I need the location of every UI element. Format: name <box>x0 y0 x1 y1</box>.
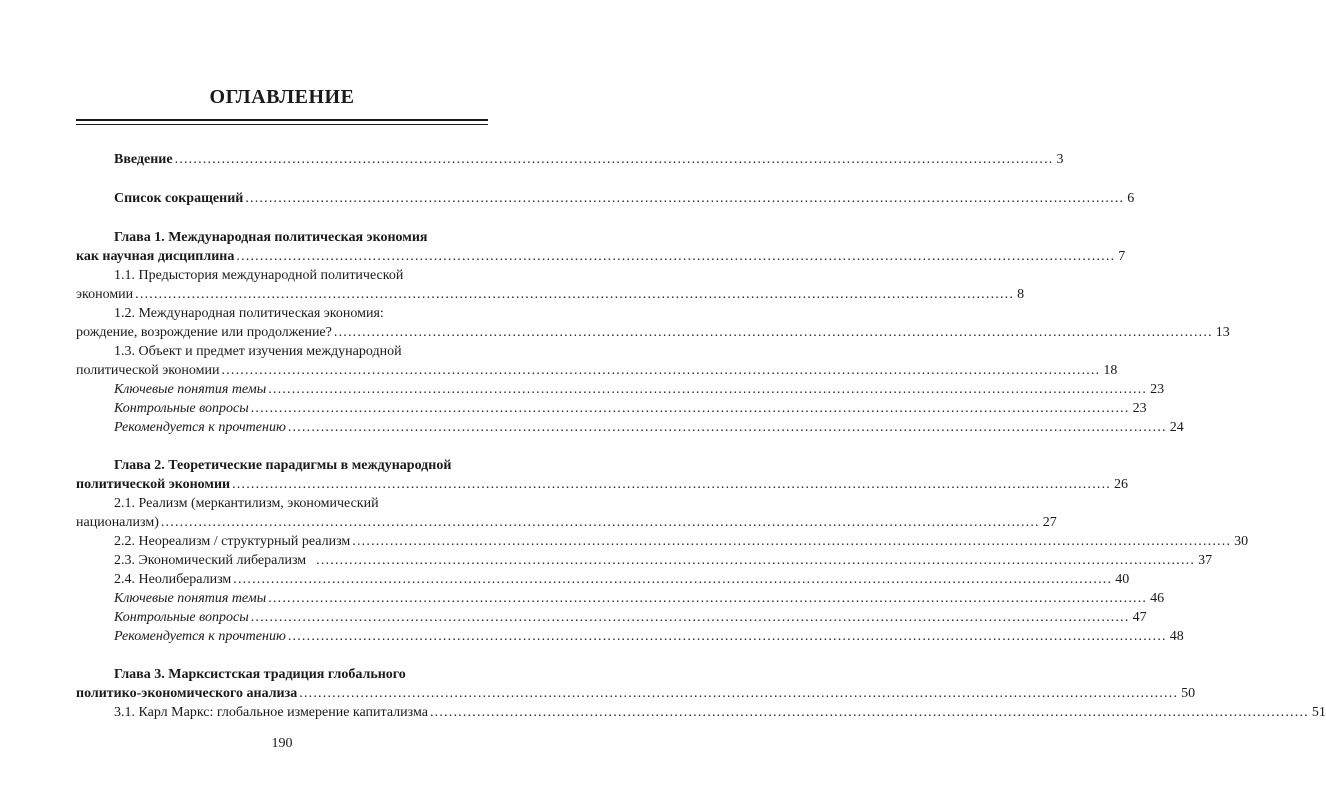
toc-page-number: 7 <box>1118 249 1126 264</box>
toc-entry-text: политико-экономического анализа <box>76 686 298 701</box>
toc-section-2-1-line1[interactable] <box>114 494 488 514</box>
dot-leader: ........................................................................................................................................................................................... <box>174 152 1054 167</box>
toc-page-number: 24 <box>1169 420 1184 435</box>
toc-chapter-2-line1[interactable] <box>114 456 488 476</box>
toc-page-number: 23 <box>1150 382 1165 397</box>
dot-leader: ........................................................................................................................................................................................... <box>250 401 1130 416</box>
toc-entry-text: политической экономии <box>76 477 231 492</box>
toc-entry-text: 2.1. Реализм (меркантилизм, экономический <box>114 496 379 511</box>
toc-page-number: 48 <box>1169 629 1184 644</box>
toc-page-number: 46 <box>1150 591 1165 606</box>
toc-entry-text: 2.4. Неолиберализм <box>114 572 232 587</box>
toc-chapter-3-line1[interactable] <box>114 665 488 685</box>
toc-section-1-3-line2[interactable] <box>76 361 1118 381</box>
toc-section-2-1-line2[interactable] <box>76 513 1057 533</box>
toc-section-2-3[interactable] <box>114 551 1213 571</box>
toc-ch1-key-concepts[interactable] <box>114 380 1165 400</box>
dot-leader: ........................................................................................................................................................................................... <box>245 191 1125 206</box>
dot-leader: ........................................................................................................................................................................................... <box>250 610 1130 625</box>
toc-entry-text: Ключевые понятия темы <box>114 382 267 397</box>
toc-page-number: 40 <box>1115 572 1130 587</box>
toc-entry-text: экономии <box>76 287 134 302</box>
dot-leader: ........................................................................................................................................................................................... <box>221 363 1101 378</box>
toc-chapter-3-line2[interactable] <box>76 684 1196 704</box>
toc-section-1-2-line2[interactable] <box>76 323 1230 343</box>
toc-chapter-1-line1[interactable] <box>114 228 488 248</box>
toc-entry-text: политической экономии <box>76 363 220 378</box>
toc-ch2-key-concepts[interactable] <box>114 589 1165 609</box>
toc-entry-text: Введение <box>114 152 173 167</box>
toc-entry-text: рождение, возрождение или продолжение? <box>76 325 332 340</box>
dot-leader: ........................................................................................................................................................................................... <box>233 572 1113 587</box>
dot-leader: ........................................................................................................................................................................................... <box>287 629 1167 644</box>
toc-entry-abbreviations[interactable] <box>114 189 1135 209</box>
toc-entry-text: Рекомендуется к прочтению <box>114 420 286 435</box>
toc-entry-text: 2.3. Экономический либерализм <box>114 553 307 568</box>
toc-page-number: 23 <box>1132 401 1147 416</box>
toc-entry-text: 2.2. Неореализм / структурный реализм <box>114 534 351 549</box>
toc-section-2-4[interactable] <box>114 570 1130 590</box>
toc-entry-text: национализм) <box>76 515 159 530</box>
toc-entry-text: Список сокращений <box>114 191 244 206</box>
toc-ch1-recommended-reading[interactable] <box>114 418 1184 438</box>
toc-entry-text: Контрольные вопросы <box>114 610 249 625</box>
toc-page-number: 26 <box>1114 477 1128 492</box>
toc-section-1-1-line2[interactable] <box>76 285 1025 305</box>
toc-section-1-1-line1[interactable] <box>114 266 488 286</box>
page-number: 190 <box>271 736 293 751</box>
toc-page-number: 37 <box>1198 553 1213 568</box>
toc-ch2-review-questions[interactable] <box>114 608 1147 628</box>
toc-entry-text: Ключевые понятия темы <box>114 591 267 606</box>
dot-leader: ........................................................................................................................................................................................... <box>232 477 1111 492</box>
toc-entry-text: Глава 3. Марксистская традиция глобального <box>114 667 406 682</box>
page-title: ОГЛАВЛЕНИЕ <box>209 86 355 108</box>
toc-section-3-1[interactable] <box>114 703 1326 723</box>
toc-entry-text: 1.3. Объект и предмет изучения международной <box>114 344 402 359</box>
dot-leader: ........................................................................................................................................................................................... <box>316 553 1196 568</box>
toc-chapter-1-line2[interactable] <box>76 247 1126 267</box>
toc-page-number: 18 <box>1103 363 1118 378</box>
dot-leader: ........................................................................................................................................................................................... <box>268 591 1148 606</box>
dot-leader: ........................................................................................................................................................................................... <box>299 686 1179 701</box>
toc-entry-text: Глава 2. Теоретические парадигмы в международной <box>114 458 452 473</box>
toc-page-number: 30 <box>1234 534 1249 549</box>
toc-entry-text: 1.1. Предыстория международной политической <box>114 268 404 283</box>
toc-page-number: 6 <box>1127 191 1135 206</box>
dot-leader: ........................................................................................................................................................................................... <box>287 420 1167 435</box>
dot-leader: ........................................................................................................................................................................................... <box>135 287 1015 302</box>
toc-entry-text: 3.1. Карл Маркс: глобальное измерение капитализма <box>114 705 428 720</box>
dot-leader: ........................................................................................................................................................................................... <box>352 534 1232 549</box>
dot-leader: ........................................................................................................................................................................................... <box>160 515 1040 530</box>
toc-ch2-recommended-reading[interactable] <box>114 627 1184 647</box>
dot-leader: ........................................................................................................................................................................................... <box>268 382 1148 397</box>
toc-page-number: 47 <box>1132 610 1147 625</box>
toc-entry-text: как научная дисциплина <box>76 249 235 264</box>
toc-entry-text: Контрольные вопросы <box>114 401 249 416</box>
toc-entry-introduction[interactable] <box>114 150 1064 170</box>
toc-ch1-review-questions[interactable] <box>114 399 1147 419</box>
toc-page-number: 13 <box>1215 325 1230 340</box>
toc-page-number: 3 <box>1056 152 1064 167</box>
toc-page-number: 8 <box>1017 287 1025 302</box>
toc-section-2-2[interactable] <box>114 532 1249 552</box>
toc-chapter-2-line2[interactable] <box>76 475 1128 495</box>
dot-leader: ........................................................................................................................................................................................... <box>236 249 1116 264</box>
dot-leader: ........................................................................................................................................................................................... <box>429 705 1309 720</box>
toc-page-number: 27 <box>1042 515 1057 530</box>
toc-page-number: 50 <box>1181 686 1196 701</box>
dot-leader: ........................................................................................................................................................................................... <box>333 325 1213 340</box>
toc-page-number: 51 <box>1311 705 1326 720</box>
toc-section-1-3-line1[interactable] <box>114 342 488 362</box>
toc-entry-text: 1.2. Международная политическая экономия: <box>114 306 384 321</box>
toc-entry-text: Глава 1. Международная политическая экономия <box>114 230 428 245</box>
toc-entry-text: Рекомендуется к прочтению <box>114 629 286 644</box>
toc-section-1-2-line1[interactable] <box>114 304 488 324</box>
